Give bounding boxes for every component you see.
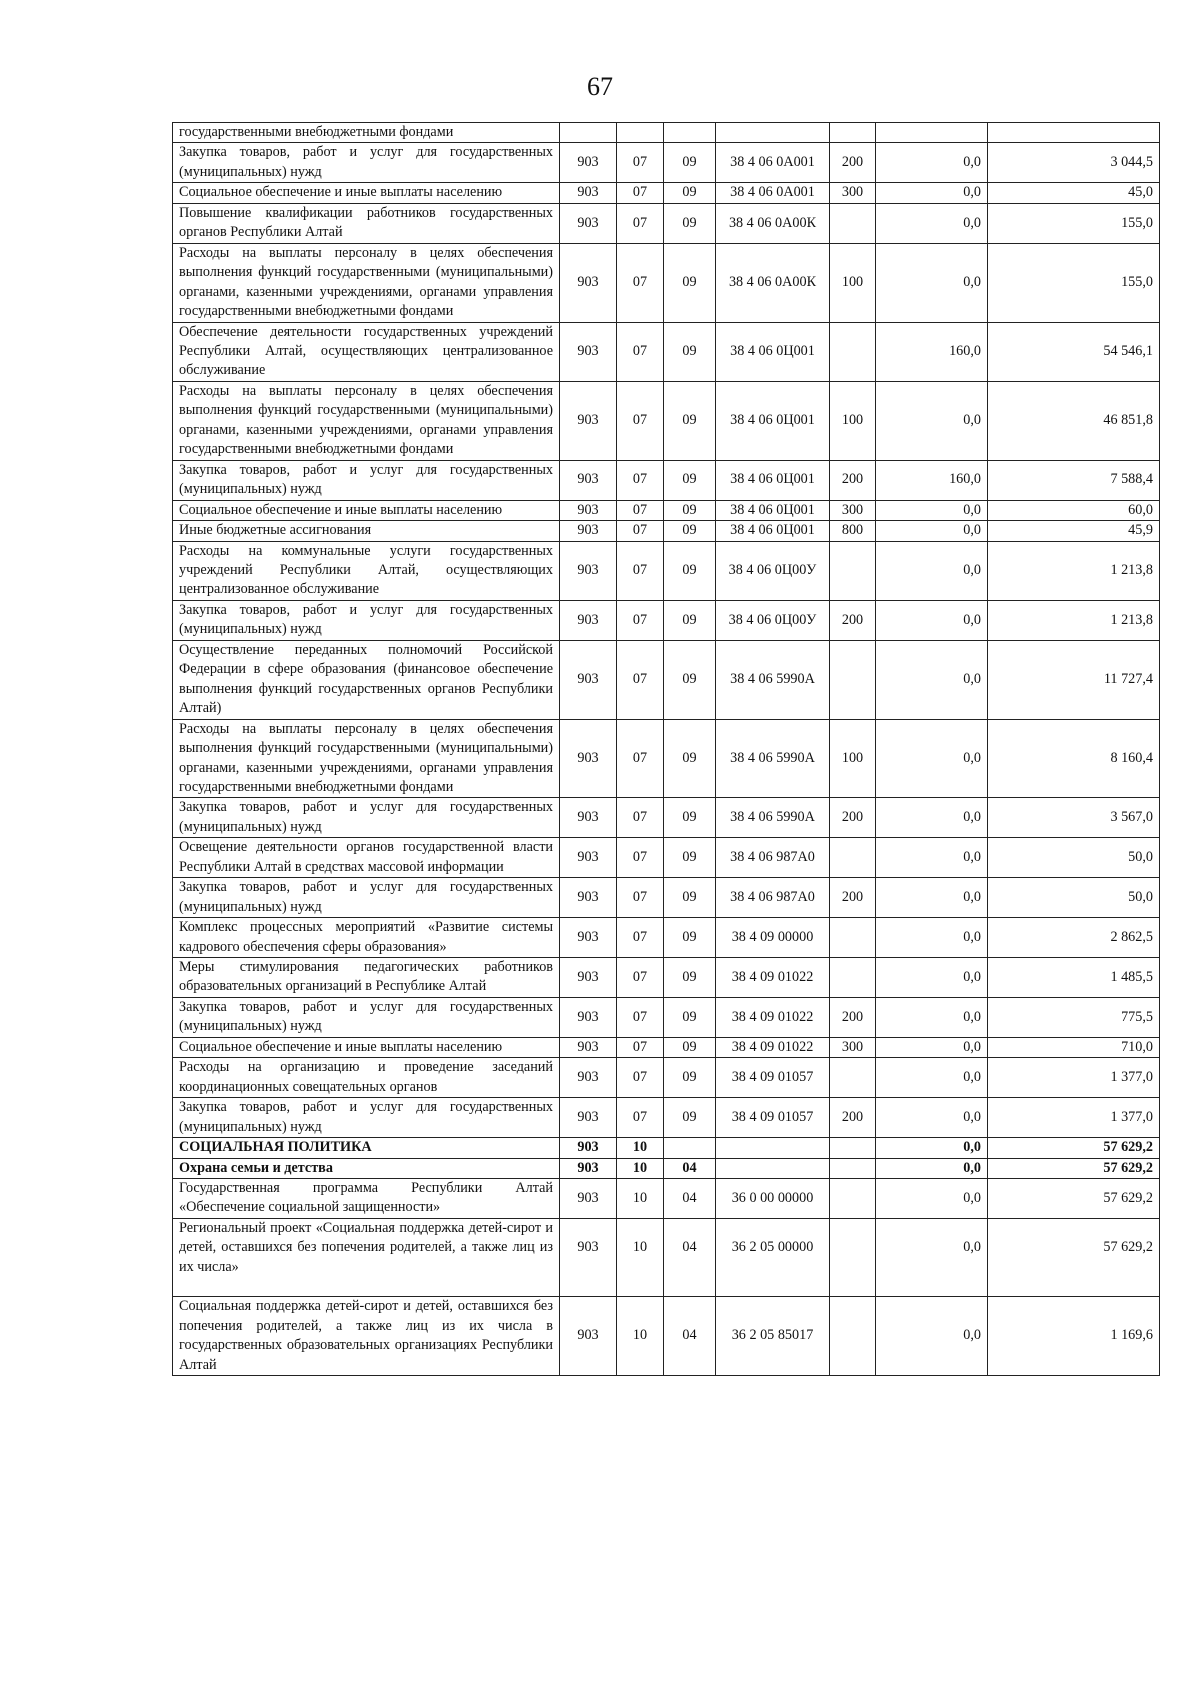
row-name: Социальное обеспечение и иные выплаты населению [173, 1037, 560, 1057]
row-expense-type [830, 838, 876, 878]
row-grbs: 903 [560, 1179, 617, 1219]
table-body [173, 123, 1160, 1376]
table-row [173, 719, 1160, 798]
row-amount-1: 0,0 [876, 1158, 988, 1178]
row-name: Повышение квалификации работников государственных органов Республики Алтай [173, 203, 560, 243]
row-section: 07 [617, 600, 664, 640]
row-name: Закупка товаров, работ и услуг для государственных (муниципальных) нужд [173, 997, 560, 1037]
row-expense-type: 100 [830, 719, 876, 798]
row-name: Закупка товаров, работ и услуг для государственных (муниципальных) нужд [173, 878, 560, 918]
row-subsection: 09 [664, 183, 716, 203]
row-amount-2: 3 044,5 [988, 143, 1160, 183]
row-name: Закупка товаров, работ и услуг для государственных (муниципальных) нужд [173, 798, 560, 838]
row-amount-1: 0,0 [876, 719, 988, 798]
row-amount-1: 0,0 [876, 500, 988, 520]
row-name: Расходы на выплаты персоналу в целях обеспечения выполнения функций государственными (муниципальными) органами, казенными учреждениями, органами управления государственными внебюджетными фондами [173, 381, 560, 460]
row-name: Государственная программа Республики Алтай «Обеспечение социальной защищенности» [173, 1179, 560, 1219]
row-section: 07 [617, 997, 664, 1037]
row-name: Расходы на коммунальные услуги государственных учреждений Республики Алтай, осуществляющих централизованное обслуживание [173, 541, 560, 600]
row-grbs: 903 [560, 918, 617, 958]
row-grbs: 903 [560, 719, 617, 798]
row-section: 07 [617, 541, 664, 600]
table-row [173, 1297, 1160, 1376]
spacer-cell [876, 1277, 988, 1297]
row-amount-1: 160,0 [876, 322, 988, 381]
row-target-article [716, 123, 830, 143]
table-row [173, 460, 1160, 500]
row-subsection: 09 [664, 918, 716, 958]
row-grbs: 903 [560, 1158, 617, 1178]
row-subsection: 09 [664, 1037, 716, 1057]
row-grbs: 903 [560, 521, 617, 541]
table-row [173, 997, 1160, 1037]
table-row [173, 640, 1160, 719]
row-amount-2: 50,0 [988, 878, 1160, 918]
row-target-article: 38 4 06 0Ц001 [716, 381, 830, 460]
spacer-cell [173, 1277, 560, 1297]
table-row [173, 1218, 1160, 1277]
row-target-article: 36 0 00 00000 [716, 1179, 830, 1219]
row-subsection: 09 [664, 243, 716, 322]
row-subsection: 04 [664, 1158, 716, 1178]
row-subsection: 09 [664, 143, 716, 183]
row-name: Социальное обеспечение и иные выплаты населению [173, 500, 560, 520]
row-target-article: 38 4 06 0А001 [716, 183, 830, 203]
row-expense-type [830, 1058, 876, 1098]
row-section: 10 [617, 1179, 664, 1219]
row-amount-1: 160,0 [876, 460, 988, 500]
row-amount-1: 0,0 [876, 1037, 988, 1057]
row-section: 10 [617, 1218, 664, 1277]
row-expense-type: 200 [830, 878, 876, 918]
row-subsection: 09 [664, 600, 716, 640]
row-target-article: 38 4 09 01022 [716, 958, 830, 998]
row-subsection: 09 [664, 460, 716, 500]
row-amount-1: 0,0 [876, 1179, 988, 1219]
table-row [173, 541, 1160, 600]
row-grbs [560, 123, 617, 143]
row-name: Охрана семьи и детства [173, 1158, 560, 1178]
row-amount-2: 8 160,4 [988, 719, 1160, 798]
row-section: 07 [617, 322, 664, 381]
row-amount-2: 45,0 [988, 183, 1160, 203]
row-grbs: 903 [560, 600, 617, 640]
row-name: Обеспечение деятельности государственных учреждений Республики Алтай, осуществляющих централизованное обслуживание [173, 322, 560, 381]
row-amount-2: 2 862,5 [988, 918, 1160, 958]
row-name: Социальная поддержка детей-сирот и детей, оставшихся без попечения родителей, а также лиц из их числа в государственных образовательных организациях Республики Алтай [173, 1297, 560, 1376]
table-row [173, 203, 1160, 243]
row-name: Региональный проект «Социальная поддержка детей-сирот и детей, оставшихся без попечения родителей, а также лиц из их числа» [173, 1218, 560, 1277]
row-amount-2: 50,0 [988, 838, 1160, 878]
row-section: 07 [617, 500, 664, 520]
row-subsection: 09 [664, 1098, 716, 1138]
row-expense-type [830, 958, 876, 998]
row-amount-1: 0,0 [876, 243, 988, 322]
row-amount-2: 57 629,2 [988, 1138, 1160, 1158]
spacer-cell [664, 1277, 716, 1297]
row-amount-1: 0,0 [876, 183, 988, 203]
row-expense-type: 100 [830, 381, 876, 460]
row-subsection: 04 [664, 1297, 716, 1376]
row-subsection: 09 [664, 640, 716, 719]
row-amount-1: 0,0 [876, 798, 988, 838]
row-target-article: 38 4 06 0А00К [716, 203, 830, 243]
row-grbs: 903 [560, 243, 617, 322]
row-subsection: 09 [664, 958, 716, 998]
row-expense-type: 200 [830, 1098, 876, 1138]
row-grbs: 903 [560, 640, 617, 719]
row-section: 07 [617, 243, 664, 322]
row-amount-2: 11 727,4 [988, 640, 1160, 719]
row-expense-type: 300 [830, 1037, 876, 1057]
row-subsection: 09 [664, 798, 716, 838]
row-grbs: 903 [560, 143, 617, 183]
row-section: 07 [617, 918, 664, 958]
row-section [617, 123, 664, 143]
row-grbs: 903 [560, 1058, 617, 1098]
table-row [173, 1058, 1160, 1098]
row-target-article: 38 4 06 0Ц001 [716, 500, 830, 520]
row-subsection: 09 [664, 997, 716, 1037]
row-expense-type: 200 [830, 143, 876, 183]
row-amount-1: 0,0 [876, 997, 988, 1037]
row-target-article: 38 4 06 0Ц001 [716, 460, 830, 500]
row-grbs: 903 [560, 541, 617, 600]
row-amount-1: 0,0 [876, 958, 988, 998]
row-amount-1: 0,0 [876, 1297, 988, 1376]
spacer-cell [988, 1277, 1160, 1297]
row-target-article: 36 2 05 85017 [716, 1297, 830, 1376]
row-name: государственными внебюджетными фондами [173, 123, 560, 143]
table-row [173, 798, 1160, 838]
row-name: Расходы на выплаты персоналу в целях обеспечения выполнения функций государственными (муниципальными) органами, казенными учреждениями, органами управления государственными внебюджетными фондами [173, 243, 560, 322]
row-section: 07 [617, 838, 664, 878]
row-expense-type: 300 [830, 183, 876, 203]
row-target-article: 38 4 06 987А0 [716, 878, 830, 918]
table-row [173, 600, 1160, 640]
row-name: Закупка товаров, работ и услуг для государственных (муниципальных) нужд [173, 1098, 560, 1138]
row-amount-1: 0,0 [876, 1098, 988, 1138]
row-name: СОЦИАЛЬНАЯ ПОЛИТИКА [173, 1138, 560, 1158]
row-amount-2 [988, 123, 1160, 143]
row-target-article: 38 4 06 5990А [716, 719, 830, 798]
budget-table [172, 122, 1160, 1376]
row-amount-1: 0,0 [876, 600, 988, 640]
row-name: Меры стимулирования педагогических работников образовательных организаций в Республике Алтай [173, 958, 560, 998]
row-target-article: 38 4 06 0Ц00У [716, 600, 830, 640]
row-target-article: 38 4 06 0А00К [716, 243, 830, 322]
spacer-cell [617, 1277, 664, 1297]
row-target-article: 38 4 06 5990А [716, 798, 830, 838]
row-grbs: 903 [560, 1218, 617, 1277]
row-expense-type: 100 [830, 243, 876, 322]
row-expense-type [830, 203, 876, 243]
row-name: Иные бюджетные ассигнования [173, 521, 560, 541]
row-section: 07 [617, 640, 664, 719]
page-number: 67 [587, 72, 613, 101]
row-section: 07 [617, 203, 664, 243]
row-name: Социальное обеспечение и иные выплаты населению [173, 183, 560, 203]
row-section: 07 [617, 719, 664, 798]
row-amount-2: 57 629,2 [988, 1158, 1160, 1178]
row-amount-2: 7 588,4 [988, 460, 1160, 500]
row-amount-2: 46 851,8 [988, 381, 1160, 460]
row-expense-type [830, 918, 876, 958]
row-grbs: 903 [560, 183, 617, 203]
row-subsection: 09 [664, 203, 716, 243]
row-expense-type [830, 1179, 876, 1219]
row-amount-2: 775,5 [988, 997, 1160, 1037]
row-section: 10 [617, 1297, 664, 1376]
row-target-article: 38 4 06 0А001 [716, 143, 830, 183]
row-name: Комплекс процессных мероприятий «Развитие системы кадрового обеспечения сферы образования» [173, 918, 560, 958]
table-row [173, 381, 1160, 460]
row-amount-1: 0,0 [876, 143, 988, 183]
row-section: 07 [617, 958, 664, 998]
row-grbs: 903 [560, 460, 617, 500]
row-name: Освещение деятельности органов государственной власти Республики Алтай в средствах массовой информации [173, 838, 560, 878]
row-subsection [664, 1138, 716, 1158]
row-amount-2: 45,9 [988, 521, 1160, 541]
row-name: Закупка товаров, работ и услуг для государственных (муниципальных) нужд [173, 460, 560, 500]
row-amount-2: 60,0 [988, 500, 1160, 520]
row-amount-2: 57 629,2 [988, 1179, 1160, 1219]
row-target-article: 38 4 09 01022 [716, 997, 830, 1037]
row-target-article [716, 1158, 830, 1178]
row-subsection: 09 [664, 500, 716, 520]
row-amount-2: 1 213,8 [988, 541, 1160, 600]
row-target-article [716, 1138, 830, 1158]
row-grbs: 903 [560, 203, 617, 243]
row-expense-type [830, 541, 876, 600]
row-grbs: 903 [560, 1297, 617, 1376]
row-expense-type: 300 [830, 500, 876, 520]
table-row [173, 838, 1160, 878]
row-subsection [664, 123, 716, 143]
row-subsection: 09 [664, 1058, 716, 1098]
row-subsection: 09 [664, 838, 716, 878]
row-amount-1 [876, 123, 988, 143]
row-target-article: 38 4 09 01022 [716, 1037, 830, 1057]
row-section: 10 [617, 1138, 664, 1158]
row-amount-1: 0,0 [876, 838, 988, 878]
table-row [173, 322, 1160, 381]
row-name: Осуществление переданных полномочий Российской Федерации в сфере образования (финансовое обеспечение выполнения функций государственных органов Республики Алтай) [173, 640, 560, 719]
row-name: Закупка товаров, работ и услуг для государственных (муниципальных) нужд [173, 600, 560, 640]
row-section: 07 [617, 521, 664, 541]
table-row [173, 878, 1160, 918]
row-grbs: 903 [560, 878, 617, 918]
row-amount-1: 0,0 [876, 640, 988, 719]
row-expense-type [830, 123, 876, 143]
row-amount-2: 155,0 [988, 243, 1160, 322]
table-row [173, 521, 1160, 541]
row-amount-2: 1 377,0 [988, 1058, 1160, 1098]
row-expense-type [830, 1218, 876, 1277]
row-grbs: 903 [560, 838, 617, 878]
table-row [173, 243, 1160, 322]
row-section: 07 [617, 1037, 664, 1057]
row-section: 10 [617, 1158, 664, 1178]
row-expense-type: 200 [830, 997, 876, 1037]
row-grbs: 903 [560, 1138, 617, 1158]
row-expense-type [830, 1297, 876, 1376]
row-section: 07 [617, 798, 664, 838]
row-subsection: 04 [664, 1179, 716, 1219]
row-amount-2: 57 629,2 [988, 1218, 1160, 1277]
table-row [173, 918, 1160, 958]
row-target-article: 38 4 06 0Ц001 [716, 322, 830, 381]
row-section: 07 [617, 460, 664, 500]
spacer-cell [830, 1277, 876, 1297]
row-amount-2: 1 377,0 [988, 1098, 1160, 1138]
row-amount-1: 0,0 [876, 381, 988, 460]
row-section: 07 [617, 1098, 664, 1138]
row-section: 07 [617, 143, 664, 183]
table-row [173, 1037, 1160, 1057]
row-subsection: 09 [664, 322, 716, 381]
row-section: 07 [617, 878, 664, 918]
row-amount-2: 1 169,6 [988, 1297, 1160, 1376]
row-target-article: 36 2 05 00000 [716, 1218, 830, 1277]
table-row [173, 1098, 1160, 1138]
row-grbs: 903 [560, 1098, 617, 1138]
row-grbs: 903 [560, 322, 617, 381]
spacer-cell [560, 1277, 617, 1297]
row-name: Закупка товаров, работ и услуг для государственных (муниципальных) нужд [173, 143, 560, 183]
row-target-article: 38 4 06 987А0 [716, 838, 830, 878]
row-expense-type: 200 [830, 460, 876, 500]
row-subsection: 09 [664, 521, 716, 541]
row-subsection: 09 [664, 381, 716, 460]
table-row [173, 1179, 1160, 1219]
row-name: Расходы на организацию и проведение заседаний координационных совещательных органов [173, 1058, 560, 1098]
row-subsection: 09 [664, 719, 716, 798]
row-amount-1: 0,0 [876, 918, 988, 958]
row-target-article: 38 4 06 5990А [716, 640, 830, 719]
table-row [173, 123, 1160, 143]
row-grbs: 903 [560, 500, 617, 520]
spacer-cell [716, 1277, 830, 1297]
row-subsection: 09 [664, 878, 716, 918]
row-amount-2: 3 567,0 [988, 798, 1160, 838]
row-expense-type: 800 [830, 521, 876, 541]
row-grbs: 903 [560, 1037, 617, 1057]
row-target-article: 38 4 09 01057 [716, 1098, 830, 1138]
table-row [173, 143, 1160, 183]
row-amount-1: 0,0 [876, 1138, 988, 1158]
row-expense-type [830, 1158, 876, 1178]
table-row [173, 1158, 1160, 1178]
row-expense-type [830, 322, 876, 381]
row-grbs: 903 [560, 997, 617, 1037]
table-row [173, 958, 1160, 998]
row-grbs: 903 [560, 798, 617, 838]
row-amount-1: 0,0 [876, 1218, 988, 1277]
row-subsection: 09 [664, 541, 716, 600]
table-row [173, 500, 1160, 520]
row-amount-1: 0,0 [876, 203, 988, 243]
row-amount-1: 0,0 [876, 521, 988, 541]
row-amount-1: 0,0 [876, 878, 988, 918]
row-section: 07 [617, 1058, 664, 1098]
row-amount-2: 710,0 [988, 1037, 1160, 1057]
row-expense-type: 200 [830, 798, 876, 838]
row-target-article: 38 4 06 0Ц00У [716, 541, 830, 600]
table-row [173, 183, 1160, 203]
row-target-article: 38 4 06 0Ц001 [716, 521, 830, 541]
row-amount-2: 54 546,1 [988, 322, 1160, 381]
row-expense-type: 200 [830, 600, 876, 640]
row-target-article: 38 4 09 00000 [716, 918, 830, 958]
row-name: Расходы на выплаты персоналу в целях обеспечения выполнения функций государственными (муниципальными) органами, казенными учреждениями, органами управления государственными внебюджетными фондами [173, 719, 560, 798]
row-section: 07 [617, 381, 664, 460]
table-row [173, 1138, 1160, 1158]
row-subsection: 04 [664, 1218, 716, 1277]
row-amount-2: 1 485,5 [988, 958, 1160, 998]
row-section: 07 [617, 183, 664, 203]
row-grbs: 903 [560, 958, 617, 998]
row-amount-1: 0,0 [876, 1058, 988, 1098]
row-grbs: 903 [560, 381, 617, 460]
row-target-article: 38 4 09 01057 [716, 1058, 830, 1098]
row-expense-type [830, 1138, 876, 1158]
row-amount-1: 0,0 [876, 541, 988, 600]
table-row-spacer [173, 1277, 1160, 1297]
row-expense-type [830, 640, 876, 719]
row-amount-2: 155,0 [988, 203, 1160, 243]
row-amount-2: 1 213,8 [988, 600, 1160, 640]
